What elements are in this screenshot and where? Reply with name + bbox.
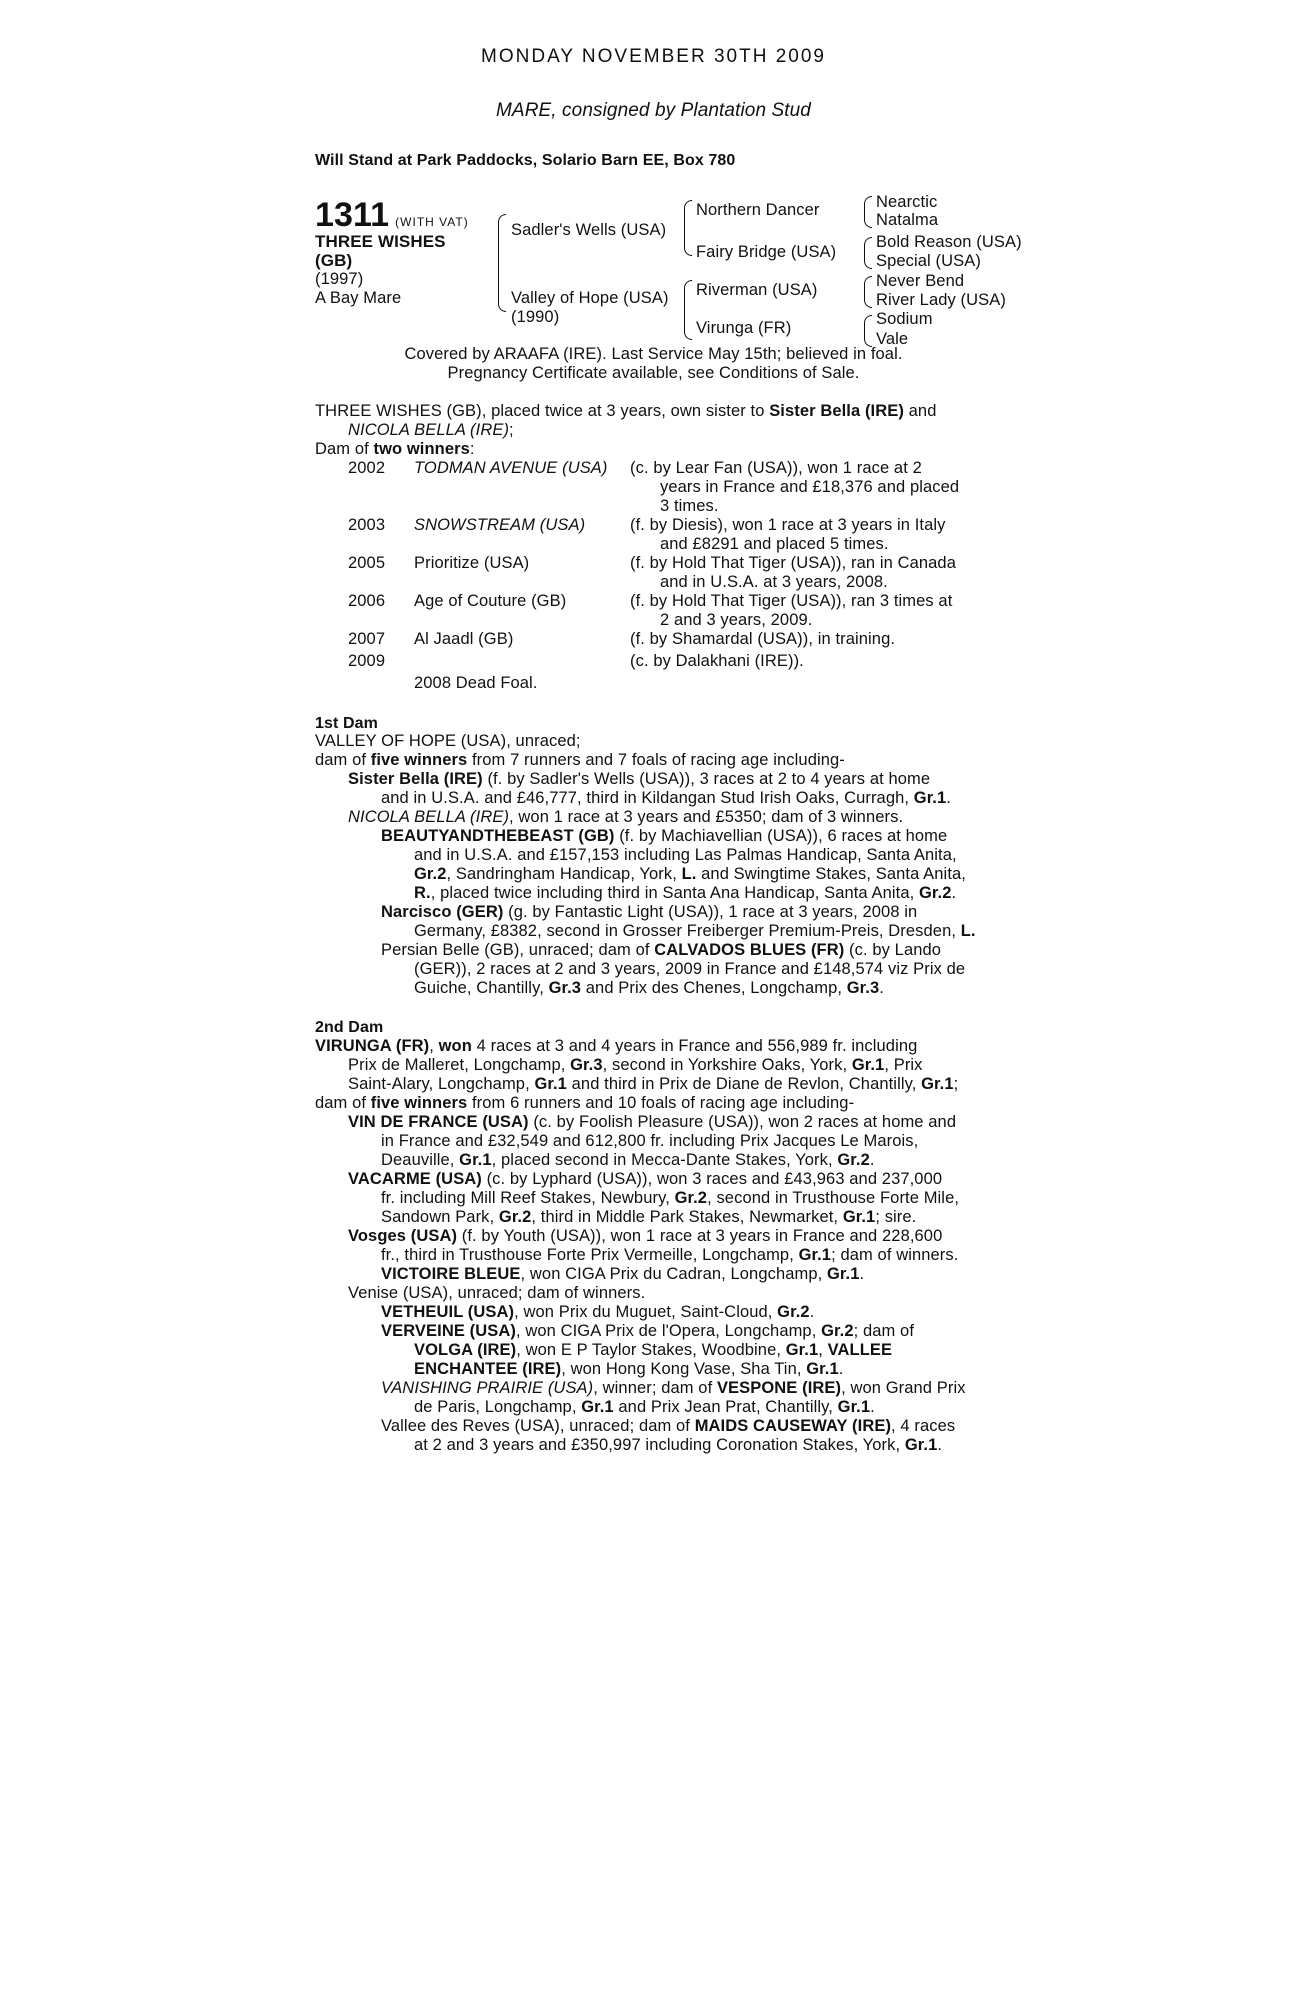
horse-name-line1: THREE WISHES — [315, 232, 446, 251]
second-dam-line: VICTOIRE BLEUE, won CIGA Prix du Cadran, Longchamp, Gr.1. — [381, 1265, 865, 1283]
first-dam-line: Gr.2, Sandringham Handicap, York, L. and Swingtime Stakes, Santa Anita, — [414, 865, 966, 883]
horse-name — [315, 232, 475, 270]
stand-location: Will Stand at Park Paddocks, Solario Barn EE, Box 780 — [315, 152, 736, 169]
pedigree-sire-dam: Fairy Bridge (USA) — [696, 243, 837, 261]
pedigree-g8: Vale — [876, 330, 909, 348]
first-dam-line: BEAUTYANDTHEBEAST (GB) (f. by Machiavellian (USA)), 6 races at home — [381, 827, 948, 845]
pedigree-dam-sire: Riverman (USA) — [696, 281, 818, 299]
produce-detail: 3 times. — [660, 497, 719, 515]
pedigree-g4: Special (USA) — [876, 252, 981, 270]
second-dam-line: at 2 and 3 years and £350,997 including Coronation Stakes, York, Gr.1. — [414, 1436, 943, 1454]
pedigree-sire: Sadler's Wells (USA) — [511, 221, 667, 239]
second-dam-line: Saint-Alary, Longchamp, Gr.1 and third in Prix de Diane de Revlon, Chantilly, Gr.1; — [348, 1075, 959, 1093]
second-dam-line: VANISHING PRAIRIE (USA), winner; dam of VESPONE (IRE), won Grand Prix — [381, 1379, 966, 1397]
pedigree-brace-g2 — [864, 237, 872, 269]
pedigree-brace-g4 — [864, 315, 872, 347]
produce-year: 2009 — [348, 652, 386, 670]
second-dam-line: VIN DE FRANCE (USA) (c. by Foolish Pleasure (USA)), won 2 races at home and — [348, 1113, 957, 1131]
produce-detail: (f. by Diesis), won 1 race at 3 years in Italy — [630, 516, 946, 534]
pedigree-g6: River Lady (USA) — [876, 291, 1006, 309]
pedigree-sire-sire: Northern Dancer — [696, 201, 820, 219]
intro-line2: NICOLA BELLA (IRE); — [348, 421, 514, 439]
pedigree-g1: Nearctic — [876, 193, 938, 211]
pedigree-brace-main — [498, 214, 506, 312]
pedigree-g5: Never Bend — [876, 272, 965, 290]
consignment-line: MARE, consigned by Plantation Stud — [496, 100, 811, 121]
intro-line1: THREE WISHES (GB), placed twice at 3 years, own sister to Sister Bella (IRE) and — [315, 402, 937, 420]
second-dam-line: fr., third in Trusthouse Forte Prix Vermeille, Longchamp, Gr.1; dam of winners. — [381, 1246, 959, 1264]
pedigree-brace-g3 — [864, 276, 872, 308]
first-dam-line: and in U.S.A. and £157,153 including Las Palmas Handicap, Santa Anita, — [414, 846, 957, 864]
dead-foal-note: 2008 Dead Foal. — [414, 674, 538, 692]
second-dam-line: fr. including Mill Reef Stakes, Newbury, Gr.2, second in Trusthouse Forte Mile, — [381, 1189, 960, 1207]
pregnancy-note: Pregnancy Certificate available, see Conditions of Sale. — [447, 364, 860, 382]
produce-detail: and in U.S.A. at 3 years, 2008. — [660, 573, 888, 591]
pedigree-g2: Natalma — [876, 211, 939, 229]
sale-date: MONDAY NOVEMBER 30TH 2009 — [481, 46, 826, 67]
produce-detail: and £8291 and placed 5 times. — [660, 535, 889, 553]
first-dam-heading: 1st Dam — [315, 715, 378, 732]
second-dam-line: ENCHANTEE (IRE), won Hong Kong Vase, Sha Tin, Gr.1. — [414, 1360, 844, 1378]
produce-detail: (f. by Hold That Tiger (USA)), ran 3 times at — [630, 592, 953, 610]
produce-detail: (f. by Shamardal (USA)), in training. — [630, 630, 896, 648]
horse-details — [315, 270, 401, 308]
produce-name: Al Jaadl (GB) — [414, 630, 514, 648]
produce-year: 2003 — [348, 516, 386, 534]
produce-detail: (f. by Hold That Tiger (USA)), ran in Canada — [630, 554, 956, 572]
second-dam-line: in France and £32,549 and 612,800 fr. including Prix Jacques Le Marois, — [381, 1132, 919, 1150]
first-dam-line: (GER)), 2 races at 2 and 3 years, 2009 in France and £148,574 viz Prix de — [414, 960, 966, 978]
produce-detail: years in France and £18,376 and placed — [660, 478, 960, 496]
produce-name: Prioritize (USA) — [414, 554, 530, 572]
pedigree-dam: Valley of Hope (USA) — [511, 289, 669, 307]
produce-year: 2005 — [348, 554, 386, 572]
second-dam-line: Vosges (USA) (f. by Youth (USA)), won 1 race at 3 years in France and 228,600 — [348, 1227, 943, 1245]
second-dam-line: de Paris, Longchamp, Gr.1 and Prix Jean Prat, Chantilly, Gr.1. — [414, 1398, 875, 1416]
intro-line3: Dam of two winners: — [315, 440, 475, 458]
pedigree-brace-g1 — [864, 196, 872, 228]
first-dam-line: R., placed twice including third in Santa Ana Handicap, Santa Anita, Gr.2. — [414, 884, 957, 902]
lot-number-block — [315, 196, 469, 235]
second-dam-line: VETHEUIL (USA), won Prix du Muguet, Saint-Cloud, Gr.2. — [381, 1303, 815, 1321]
horse-description: A Bay Mare — [315, 289, 402, 307]
second-dam-line: VERVEINE (USA), won CIGA Prix de l'Opera, Longchamp, Gr.2; dam of — [381, 1322, 915, 1340]
first-dam-line: Germany, £8382, second in Grosser Freiberger Premium-Preis, Dresden, L. — [414, 922, 976, 940]
produce-detail: 2 and 3 years, 2009. — [660, 611, 813, 629]
covering-note: Covered by ARAAFA (IRE). Last Service May 15th; believed in foal. — [404, 345, 903, 363]
foaling-year: (1997) — [315, 270, 364, 288]
pedigree-g7: Sodium — [876, 310, 933, 328]
second-dam-line: Sandown Park, Gr.2, third in Middle Park Stakes, Newmarket, Gr.1; sire. — [381, 1208, 917, 1226]
produce-detail: (c. by Dalakhani (IRE)). — [630, 652, 804, 670]
vat-note: (WITH VAT) — [395, 215, 469, 229]
first-dam-line: Narcisco (GER) (g. by Fantastic Light (USA)), 1 race at 3 years, 2008 in — [381, 903, 918, 921]
produce-name: Age of Couture (GB) — [414, 592, 567, 610]
second-dam-line: Prix de Malleret, Longchamp, Gr.3, second in Yorkshire Oaks, York, Gr.1, Prix — [348, 1056, 923, 1074]
second-dam-line: VIRUNGA (FR), won 4 races at 3 and 4 years in France and 556,989 fr. including — [315, 1037, 918, 1055]
second-dam-heading: 2nd Dam — [315, 1019, 384, 1036]
produce-detail: (c. by Lear Fan (USA)), won 1 race at 2 — [630, 459, 922, 477]
pedigree-brace-sire — [684, 200, 692, 256]
first-dam-line: NICOLA BELLA (IRE), won 1 race at 3 years and £5350; dam of 3 winners. — [348, 808, 904, 826]
produce-year: 2002 — [348, 459, 386, 477]
second-dam-line: Venise (USA), unraced; dam of winners. — [348, 1284, 646, 1302]
produce-name: TODMAN AVENUE (USA) — [414, 459, 608, 477]
pedigree-dam-year: (1990) — [511, 308, 560, 326]
first-dam-line: Sister Bella (IRE) (f. by Sadler's Wells (USA)), 3 races at 2 to 4 years at home — [348, 770, 931, 788]
first-dam-line: Persian Belle (GB), unraced; dam of CALVADOS BLUES (FR) (c. by Lando — [381, 941, 942, 959]
second-dam-line: VACARME (USA) (c. by Lyphard (USA)), won 3 races and £43,963 and 237,000 — [348, 1170, 943, 1188]
pedigree-brace-dam — [684, 280, 692, 340]
first-dam-line: VALLEY OF HOPE (USA), unraced; — [315, 732, 581, 750]
second-dam-line: Deauville, Gr.1, placed second in Mecca-Dante Stakes, York, Gr.2. — [381, 1151, 875, 1169]
lot-number: 1311 — [315, 196, 390, 234]
first-dam-line: dam of five winners from 7 runners and 7 foals of racing age including- — [315, 751, 845, 769]
second-dam-line: dam of five winners from 6 runners and 10 foals of racing age including- — [315, 1094, 855, 1112]
first-dam-line: Guiche, Chantilly, Gr.3 and Prix des Chenes, Longchamp, Gr.3. — [414, 979, 884, 997]
second-dam-line: Vallee des Reves (USA), unraced; dam of MAIDS CAUSEWAY (IRE), 4 races — [381, 1417, 956, 1435]
pedigree-g3: Bold Reason (USA) — [876, 233, 1022, 251]
first-dam-line: and in U.S.A. and £46,777, third in Kildangan Stud Irish Oaks, Curragh, Gr.1. — [381, 789, 951, 807]
second-dam-line: VOLGA (IRE), won E P Taylor Stakes, Woodbine, Gr.1, VALLEE — [414, 1341, 893, 1359]
horse-name-line2: (GB) — [315, 251, 353, 270]
pedigree-dam-dam: Virunga (FR) — [696, 319, 792, 337]
produce-year: 2007 — [348, 630, 386, 648]
produce-name: SNOWSTREAM (USA) — [414, 516, 586, 534]
produce-year: 2006 — [348, 592, 386, 610]
